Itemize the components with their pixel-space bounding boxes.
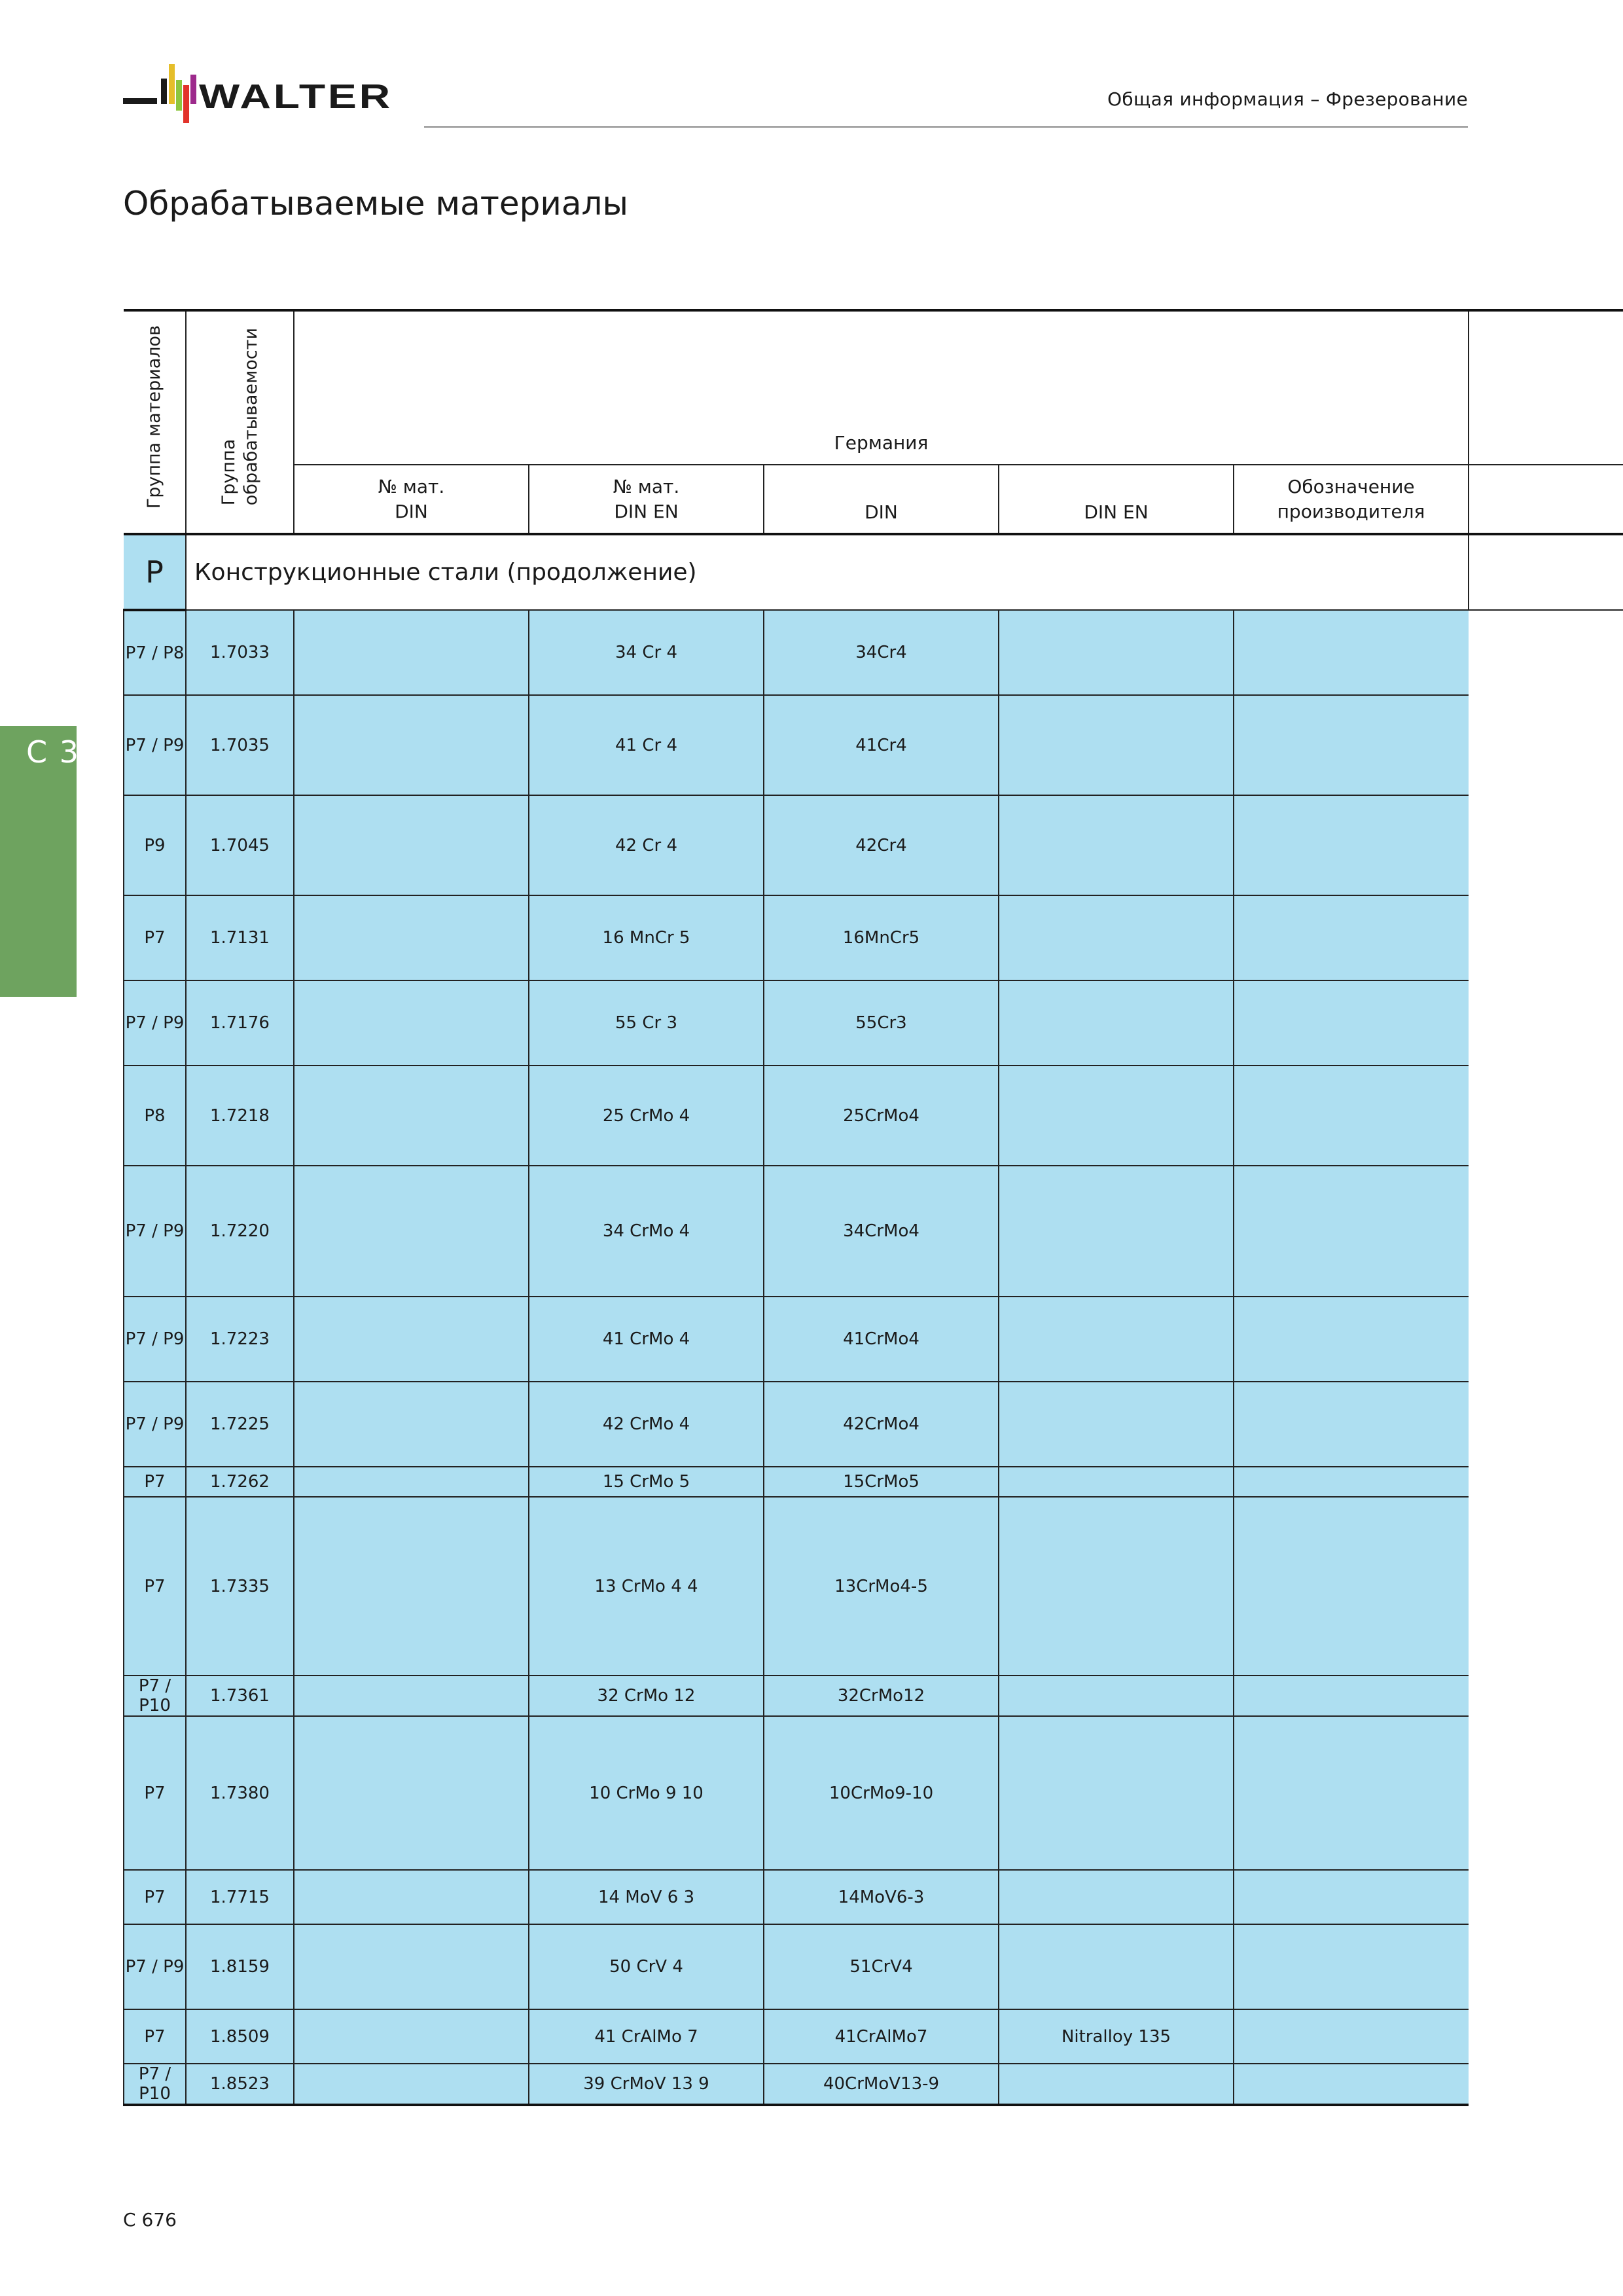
cell-machinability: P7 / P10 [124, 1676, 186, 1716]
cell-manufacturer [999, 1382, 1234, 1467]
cell-din: 16 MnCr 5 [529, 895, 764, 980]
cell-dinen: 41Cr4 [764, 695, 999, 795]
cell-extra [1234, 1924, 1469, 2009]
cell-machinability: P7 [124, 1467, 186, 1497]
cell-din-number: 1.7380 [186, 1716, 294, 1870]
cell-manufacturer [999, 1716, 1234, 1870]
cell-extra [1234, 1676, 1469, 1716]
cell-manufacturer [999, 795, 1234, 895]
cell-manufacturer: Nitralloy 135 [999, 2009, 1234, 2064]
table-row [124, 2064, 1623, 2105]
cell-dinen-number [294, 1497, 529, 1676]
cell-din: 10 CrMo 9 10 [529, 1716, 764, 1870]
cell-machinability: P8 [124, 1066, 186, 1166]
cell-din: 32 CrMo 12 [529, 1676, 764, 1716]
cell-din: 50 CrV 4 [529, 1924, 764, 2009]
cell-machinability: P7 / P10 [124, 2064, 186, 2105]
cell-dinen: 41CrMo4 [764, 1297, 999, 1382]
cell-din-number: 1.7225 [186, 1382, 294, 1467]
cell-dinen: 51CrV4 [764, 1924, 999, 2009]
cell-machinability: P7 / P9 [124, 980, 186, 1066]
table-row [124, 1066, 1623, 1166]
cell-dinen: 16MnCr5 [764, 895, 999, 980]
table-row [124, 2009, 1623, 2064]
cell-extra [1234, 1870, 1469, 1924]
header-country: Германия [294, 310, 1469, 465]
cell-dinen: 55Cr3 [764, 980, 999, 1066]
cell-din-number: 1.7033 [186, 610, 294, 695]
cell-manufacturer [999, 1497, 1234, 1676]
cell-dinen-number [294, 1166, 529, 1297]
cell-dinen-number [294, 1297, 529, 1382]
cell-dinen: 25CrMo4 [764, 1066, 999, 1166]
cell-extra [1234, 1716, 1469, 1870]
cell-manufacturer [999, 1297, 1234, 1382]
table-row [124, 1297, 1623, 1382]
cell-dinen-number [294, 1676, 529, 1716]
cell-din-number: 1.8523 [186, 2064, 294, 2105]
cell-machinability: P7 / P9 [124, 1297, 186, 1382]
material-group-p: P [124, 534, 186, 610]
table-row [124, 695, 1623, 795]
cell-extra [1234, 795, 1469, 895]
cell-machinability: P7 / P9 [124, 695, 186, 795]
cell-din-number: 1.8509 [186, 2009, 294, 2064]
table-row [124, 1166, 1623, 1297]
cell-din: 34 Cr 4 [529, 610, 764, 695]
section-title-text: Конструкционные стали [194, 559, 500, 586]
cell-dinen: 32CrMo12 [764, 1676, 999, 1716]
cell-extra [1234, 1467, 1469, 1497]
cell-machinability: P7 [124, 895, 186, 980]
logo-wordmark: WALTER [199, 78, 393, 116]
cell-din: 41 CrMo 4 [529, 1297, 764, 1382]
walter-logo-graphic [123, 60, 398, 134]
cell-din: 41 Cr 4 [529, 695, 764, 795]
header-section-title: Общая информация – Фрезерование [1107, 88, 1468, 110]
header-dinen: DIN EN [999, 465, 1234, 534]
cell-din-number: 1.7176 [186, 980, 294, 1066]
table-row [124, 895, 1623, 980]
table-row [124, 1870, 1623, 1924]
table-row [124, 610, 1623, 695]
cell-dinen-number [294, 1924, 529, 2009]
header-dinen-number: № мат. DIN EN [529, 465, 764, 534]
cell-extra [1234, 695, 1469, 795]
cell-manufacturer [999, 1166, 1234, 1297]
page-title: Обрабатываемые материалы [123, 185, 628, 223]
cell-dinen-number [294, 1870, 529, 1924]
cell-extra [1234, 1382, 1469, 1467]
cell-machinability: P7 / P8 [124, 610, 186, 695]
table-row [124, 1382, 1623, 1467]
cell-din: 15 CrMo 5 [529, 1467, 764, 1497]
header-rule [424, 126, 1468, 128]
header-extra [1469, 465, 1623, 534]
cell-extra [1234, 2064, 1469, 2105]
cell-din-number: 1.7715 [186, 1870, 294, 1924]
cell-machinability: P7 [124, 2009, 186, 2064]
header-manufacturer: Обозначение производителя [1234, 465, 1469, 534]
cell-dinen-number [294, 1382, 529, 1467]
cell-manufacturer [999, 2064, 1234, 2105]
cell-din: 42 Cr 4 [529, 795, 764, 895]
cell-extra [1234, 1297, 1469, 1382]
table-row [124, 980, 1623, 1066]
cell-din: 34 CrMo 4 [529, 1166, 764, 1297]
cell-extra [1234, 1066, 1469, 1166]
cell-din: 25 CrMo 4 [529, 1066, 764, 1166]
cell-extra [1234, 2009, 1469, 2064]
cell-dinen-number [294, 1716, 529, 1870]
cell-dinen-number [294, 980, 529, 1066]
cell-manufacturer [999, 1467, 1234, 1497]
section-title [186, 534, 1469, 610]
cell-din: 55 Cr 3 [529, 980, 764, 1066]
cell-manufacturer [999, 610, 1234, 695]
cell-extra [1234, 610, 1469, 695]
table-row [124, 1924, 1623, 2009]
cell-dinen: 10CrMo9-10 [764, 1716, 999, 1870]
cell-din-number: 1.7262 [186, 1467, 294, 1497]
cell-din-number: 1.7223 [186, 1297, 294, 1382]
cell-machinability: P7 / P9 [124, 1166, 186, 1297]
cell-machinability: P7 [124, 1870, 186, 1924]
cell-dinen: 14MoV6-3 [764, 1870, 999, 1924]
cell-din: 39 CrMoV 13 9 [529, 2064, 764, 2105]
table-row [124, 1676, 1623, 1716]
cell-manufacturer [999, 1676, 1234, 1716]
table-row [124, 1716, 1623, 1870]
cell-dinen: 40CrMoV13-9 [764, 2064, 999, 2105]
page-number: C 676 [123, 2209, 177, 2231]
cell-dinen: 42Cr4 [764, 795, 999, 895]
cell-machinability: P7 [124, 1716, 186, 1870]
cell-machinability: P7 / P9 [124, 1382, 186, 1467]
cell-extra [1234, 1166, 1469, 1297]
cell-dinen: 42CrMo4 [764, 1382, 999, 1467]
cell-din-number: 1.7045 [186, 795, 294, 895]
section-extra [1469, 534, 1623, 610]
cell-din-number: 1.7335 [186, 1497, 294, 1676]
cell-din: 41 CrAlMo 7 [529, 2009, 764, 2064]
cell-din-number: 1.7218 [186, 1066, 294, 1166]
cell-extra [1234, 1497, 1469, 1676]
cell-machinability: P7 [124, 1497, 186, 1676]
cell-dinen-number [294, 2009, 529, 2064]
cell-dinen: 41CrAlMo7 [764, 2009, 999, 2064]
cell-manufacturer [999, 1870, 1234, 1924]
cell-machinability: P9 [124, 795, 186, 895]
cell-din: 14 MoV 6 3 [529, 1870, 764, 1924]
cell-din: 42 CrMo 4 [529, 1382, 764, 1467]
section-title-note: (продолжение) [507, 559, 697, 586]
cell-din-number: 1.7131 [186, 895, 294, 980]
cell-manufacturer [999, 1924, 1234, 2009]
cell-manufacturer [999, 1066, 1234, 1166]
cell-dinen-number [294, 2064, 529, 2105]
cell-din-number: 1.7220 [186, 1166, 294, 1297]
cell-extra [1234, 895, 1469, 980]
cell-dinen: 34Cr4 [764, 610, 999, 695]
cell-dinen-number [294, 795, 529, 895]
cell-manufacturer [999, 695, 1234, 795]
cell-din-number: 1.8159 [186, 1924, 294, 2009]
cell-dinen-number [294, 1467, 529, 1497]
header-din-number: № мат. DIN [294, 465, 529, 534]
cell-extra [1234, 980, 1469, 1066]
chapter-tab-label: C 3 [26, 734, 80, 770]
header-extra [1469, 310, 1623, 465]
cell-din-number: 1.7361 [186, 1676, 294, 1716]
header-din: DIN [764, 465, 999, 534]
cell-dinen-number [294, 610, 529, 695]
cell-dinen-number [294, 695, 529, 795]
cell-manufacturer [999, 895, 1234, 980]
cell-din-number: 1.7035 [186, 695, 294, 795]
walter-logo [123, 60, 398, 134]
cell-machinability: P7 / P9 [124, 1924, 186, 2009]
cell-dinen: 13CrMo4-5 [764, 1497, 999, 1676]
cell-manufacturer [999, 980, 1234, 1066]
header-material-group: Группа материалов [124, 310, 186, 534]
table-row [124, 795, 1623, 895]
cell-dinen: 15CrMo5 [764, 1467, 999, 1497]
cell-dinen-number [294, 895, 529, 980]
header-machinability-group: Группа обрабатываемости [186, 310, 294, 534]
cell-din: 13 CrMo 4 4 [529, 1497, 764, 1676]
materials-table [123, 309, 1623, 2106]
cell-dinen-number [294, 1066, 529, 1166]
cell-dinen: 34CrMo4 [764, 1166, 999, 1297]
table-row [124, 1467, 1623, 1497]
table-row [124, 1497, 1623, 1676]
